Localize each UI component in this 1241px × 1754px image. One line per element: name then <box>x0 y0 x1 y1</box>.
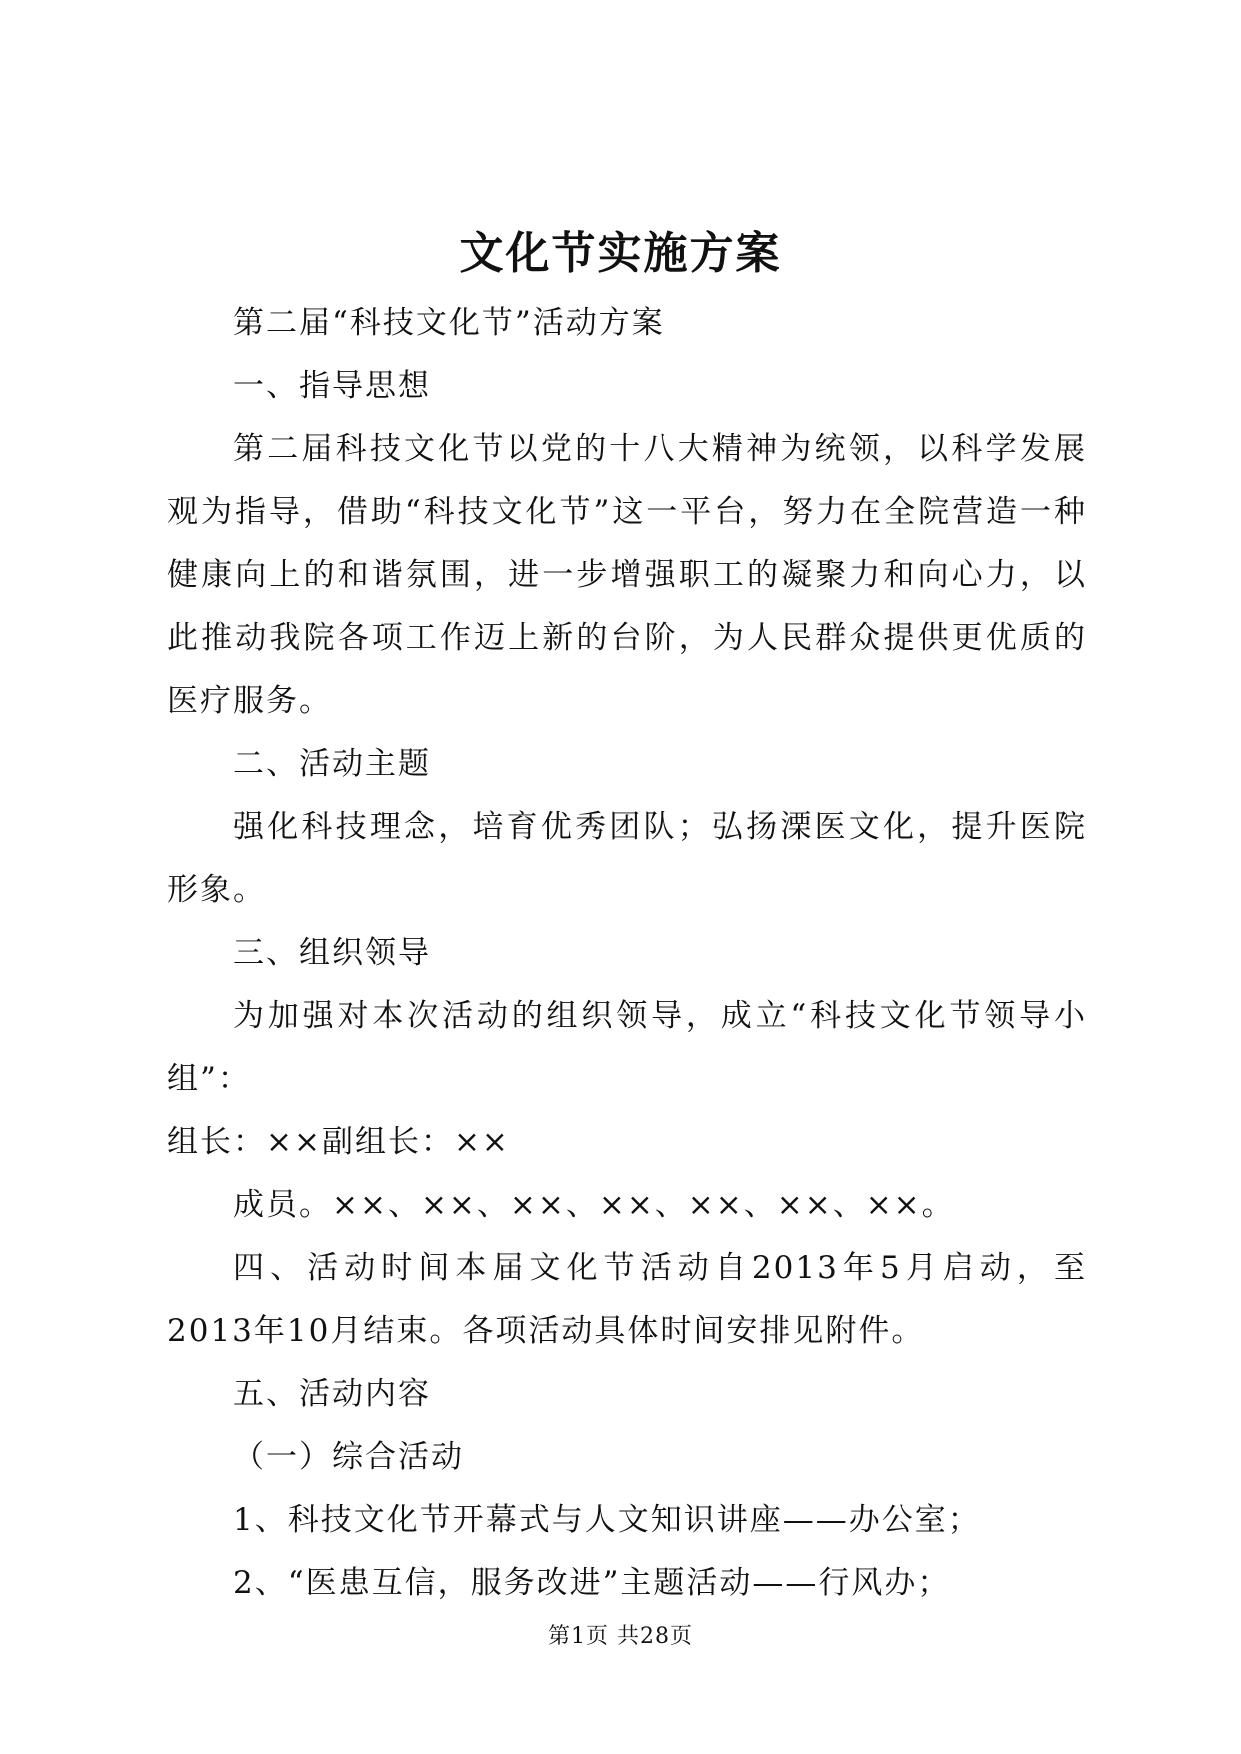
section-heading-leadership: 三、组织领导 <box>233 935 431 971</box>
paragraph-subtitle: 第二届“科技文化节”活动方案 <box>233 305 665 341</box>
subsection-heading-general: （一）综合活动 <box>233 1439 464 1475</box>
paragraph-schedule: 四、活动时间本届文化节活动自2013年5月启动，至2013年10月结束。各项活动具体时间安排见附件。 <box>167 1250 1087 1349</box>
section-heading-guiding-thought: 一、指导思想 <box>233 368 431 404</box>
paragraph-leadership: 为加强对本次活动的组织领导，成立“科技文化节领导小组”： <box>167 998 1087 1097</box>
list-item-opening: 1、科技文化节开幕式与人文知识讲座——办公室； <box>233 1502 981 1538</box>
document-title: 文化节实施方案 <box>459 228 782 279</box>
section-heading-content: 五、活动内容 <box>233 1376 431 1412</box>
paragraph-members: 成员。××、××、××、××、××、××、××。 <box>233 1187 955 1223</box>
paragraph-theme: 强化科技理念，培育优秀团队；弘扬溧医文化，提升医院形象。 <box>167 809 1087 908</box>
document-body <box>167 292 1087 1615</box>
list-item-trust: 2、“医患互信，服务改进”主题活动——行风办； <box>233 1565 951 1601</box>
paragraph-leaders: 组长：××副组长：×× <box>167 1124 510 1160</box>
page-footer: 第1页 共28页 <box>548 1624 693 1649</box>
section-heading-theme: 二、活动主题 <box>233 746 431 782</box>
paragraph-guiding-thought: 第二届科技文化节以党的十八大精神为统领，以科学发展观为指导，借助“科技文化节”这一平台，努力在全院营造一种健康向上的和谐氛围，进一步增强职工的凝聚力和向心力，以此推动我院各项工作迈上新的台阶，为人民群众提供更优质的医疗服务。 <box>167 431 1087 719</box>
